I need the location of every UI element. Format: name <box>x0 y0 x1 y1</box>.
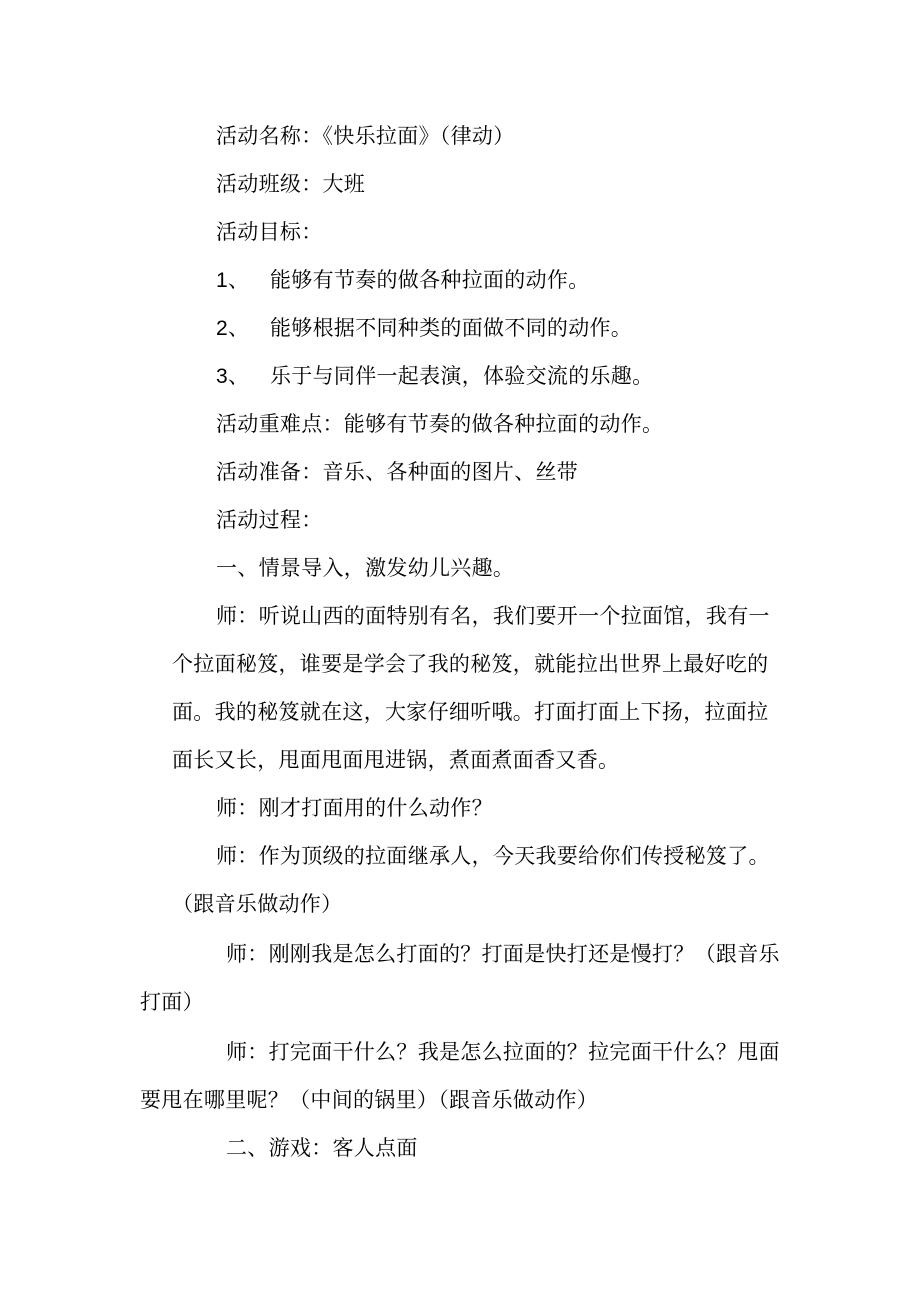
goal-item <box>216 316 632 341</box>
paragraph-line: 要甩在哪里呢？（中间的锅里）（跟音乐做动作） <box>140 1088 599 1112</box>
paragraph-line: 师：听说山西的面特别有名，我们要开一个拉面馆，我有一 <box>216 604 770 628</box>
section-heading-one: 一、情景导入，激发幼儿兴趣。 <box>216 556 515 580</box>
goal-item <box>216 364 653 389</box>
paragraph-line: 面长又长，甩面甩面甩进锅，煮面煮面香又香。 <box>172 748 620 772</box>
activity-name: 活动名称：《快乐拉面》（律动） <box>216 124 515 148</box>
paragraph-line: 师：作为顶级的拉面继承人，今天我要给你们传授秘笈了。 <box>216 844 770 868</box>
goal-text: 乐于与同伴一起表演，体验交流的乐趣。 <box>270 364 654 388</box>
paragraph-line: 师：刚才打面用的什么动作？ <box>216 796 493 820</box>
paragraph-line: 面。我的秘笈就在这，大家仔细听哦。打面打面上下扬，拉面拉 <box>172 700 769 724</box>
preparation: 活动准备：音乐、各种面的图片、丝带 <box>216 460 579 484</box>
goals-heading: 活动目标： <box>216 220 323 244</box>
paragraph-line: 师：刚刚我是怎么打面的？打面是快打还是慢打？（跟音乐 <box>226 942 780 966</box>
paragraph-line: 师：打完面干什么？我是怎么拉面的？拉完面干什么？甩面 <box>226 1040 780 1064</box>
section-heading-two: 二、游戏：客人点面 <box>226 1136 418 1160</box>
goal-item <box>216 268 590 293</box>
goal-number: 1、 <box>216 269 250 292</box>
goal-text: 能够根据不同种类的面做不同的动作。 <box>270 316 633 340</box>
key-points: 活动重难点：能够有节奏的做各种拉面的动作。 <box>216 412 664 436</box>
activity-class: 活动班级：大班 <box>216 172 366 196</box>
paragraph-line: （跟音乐做动作） <box>172 892 343 916</box>
goal-number: 2、 <box>216 317 250 340</box>
goal-number: 3、 <box>216 365 250 388</box>
process-heading: 活动过程： <box>216 508 323 532</box>
paragraph-line: 打面） <box>140 990 204 1014</box>
paragraph-line: 个拉面秘笈，谁要是学会了我的秘笈，就能拉出世界上最好吃的 <box>172 652 769 676</box>
goal-text: 能够有节奏的做各种拉面的动作。 <box>270 268 590 292</box>
